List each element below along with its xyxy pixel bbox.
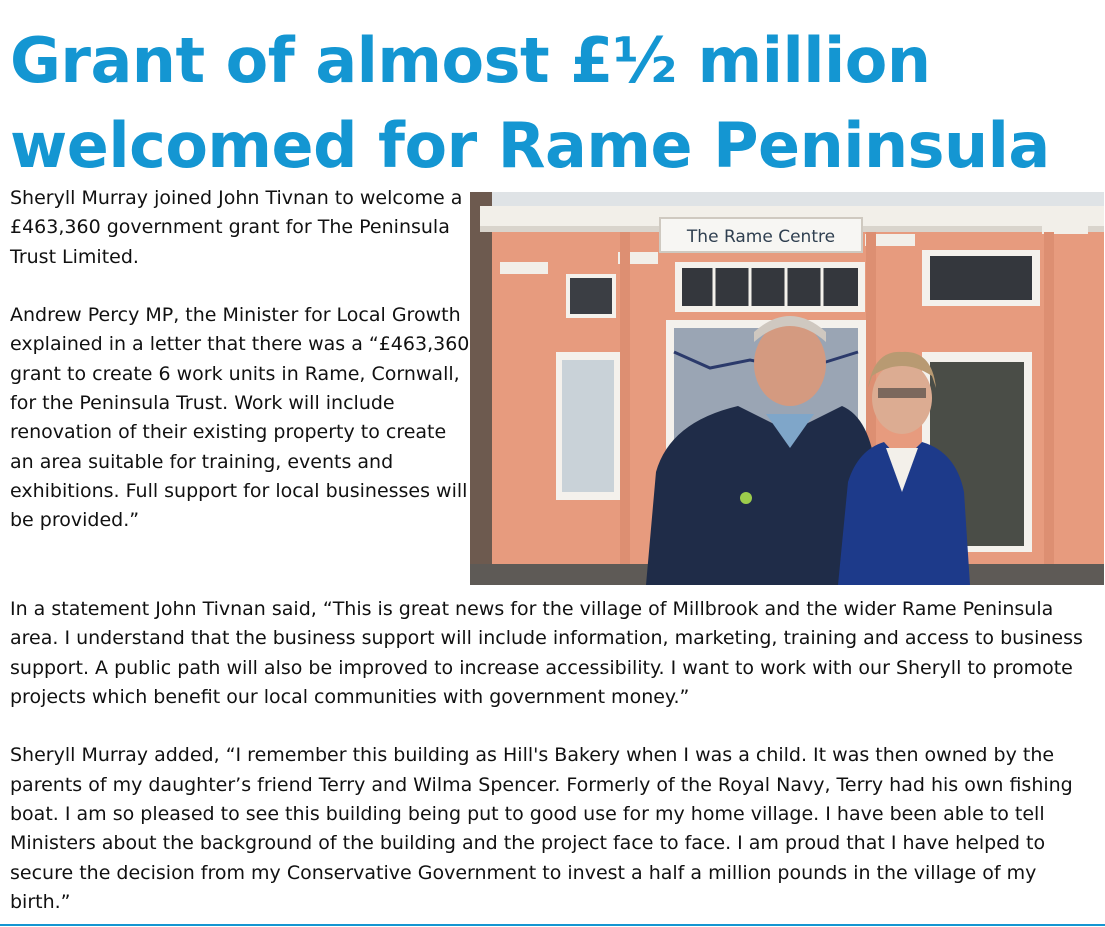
intro-text — [10, 184, 472, 536]
rame-centre-photo-illustration — [470, 192, 1104, 585]
article-photo — [470, 192, 1104, 585]
body-paragraph: Sheryll Murray added, “I remember this building as Hill's Bakery when I was a child. It was then owned by the parents of my daughter’s friend Terry and Wilma Spencer. Formerly of the Royal Navy, Terry had his own fishing boat. I am so pleased to see this building being put to good use for my home village. I have been able to tell Ministers about the background of the building and the project face to face. I am proud that I have helped to secure the decision from my Conservative Government to invest a half a million pounds in the village of my birth.” — [10, 744, 1073, 913]
intro-paragraph: Andrew Percy MP, the Minister for Local Growth explained in a letter that there was a “£463,360 grant to create 6 work units in Rame, Cornwall, for the Peninsula Trust. Work will include renovation of their existing property to create an area suitable for training, events and exhibitions. Full support for local businesses will be provided.” — [10, 304, 470, 532]
headline-line-1: Grant of almost £½ million — [10, 24, 931, 97]
photo-sign-text: The Rame Centre — [686, 227, 836, 247]
headline-line-2: welcomed for Rame Peninsula — [10, 109, 1050, 182]
intro-paragraph: Sheryll Murray joined John Tivnan to welcome a £463,360 government grant for The Peninsula Trust Limited. — [10, 187, 463, 268]
bottom-divider — [0, 924, 1105, 926]
body-text — [10, 595, 1100, 917]
article-headline — [10, 18, 1100, 188]
body-paragraph: In a statement John Tivnan said, “This is great news for the village of Millbrook and the wider Rame Peninsula area. I understand that the business support will include information, marketing, training and access to business support. A public path will also be improved to increase accessibility. I want to work with our Sheryll to promote projects which benefit our local communities with government money.” — [10, 598, 1083, 708]
